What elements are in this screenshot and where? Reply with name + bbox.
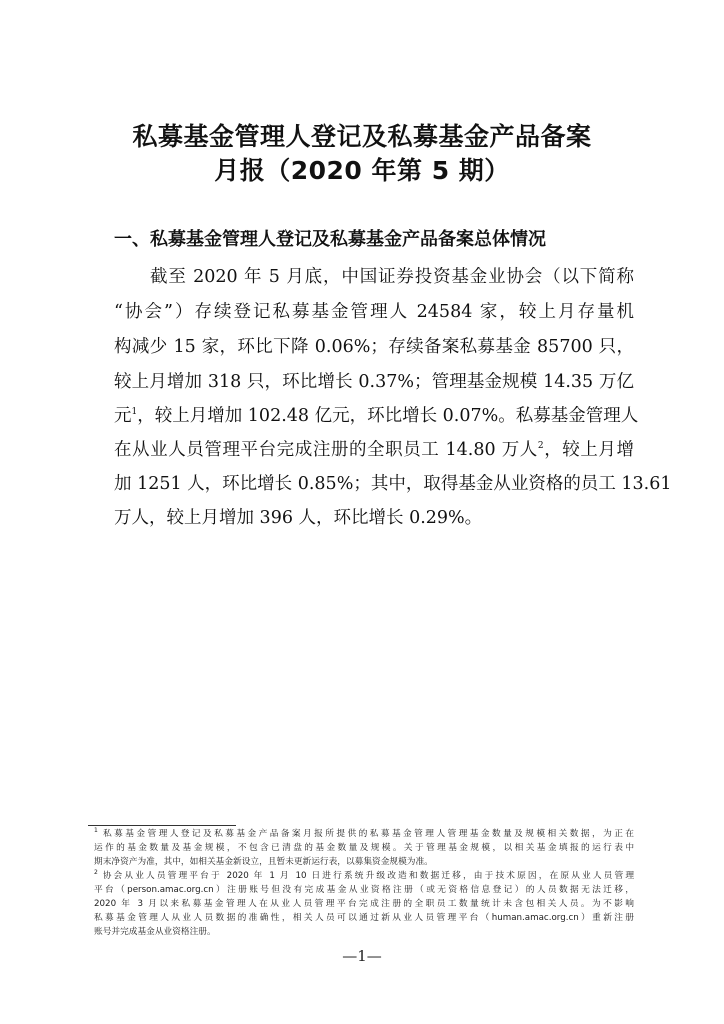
footnote-line: 2020 年 3 月以来私募基金管理人在从业人员管理平台完成注册的全职员工数量统计未含包相关人员。为不影响 bbox=[94, 899, 634, 909]
paragraph-text: ，较上月增 bbox=[543, 440, 635, 460]
paragraph-line: 截至 2020 年 5 月底，中国证券投资基金业协会（以下简称 bbox=[150, 267, 634, 287]
footnote-line: 平台（person.amac.org.cn）注册账号但没有完成基金从业资格注册（或无资格信息登记）的人员数据无法迁移， bbox=[94, 885, 634, 895]
paragraph-line bbox=[114, 401, 639, 431]
section-heading: 一、私募基金管理人登记及私募基金产品备案总体情况 bbox=[114, 229, 546, 250]
footnote-divider bbox=[88, 825, 236, 826]
paragraph-line: 万人，较上月增加 396 人，环比增长 0.29%。 bbox=[114, 508, 483, 528]
paragraph-line bbox=[114, 435, 634, 465]
paragraph-text: 在从业人员管理平台完成注册的全职员工 14.80 万人 bbox=[114, 440, 538, 460]
footnote-marker: 2 bbox=[94, 869, 98, 877]
footnote-text: 协会从业人员管理平台于 2020 年 1 月 10 日进行系统升级改造和数据迁移，由于技术原因，在原从业人员管理 bbox=[102, 871, 635, 881]
footnote-text: 私募基金管理人登记及私募基金产品备案月报所提供的私募基金管理人管理基金数量及规模相关数据，为正在 bbox=[103, 829, 634, 839]
footnote-line: 期末净资产为准，其中，如相关基金新设立，且暂未更新运行表，以募集资金规模为准。 bbox=[94, 857, 433, 867]
footnote-ref: 1 bbox=[131, 407, 138, 418]
paragraph-text: 元 bbox=[114, 406, 132, 426]
footnote-line bbox=[94, 827, 634, 841]
paragraph-text: ，较上月增加 102.48 亿元，环比增长 0.07%。私募基金管理人 bbox=[137, 406, 639, 426]
footnote-line: 账号并完成基金从业资格注册。 bbox=[94, 927, 216, 937]
paragraph-line: 较上月增加 318 只，环比增长 0.37%；管理基金规模 14.35 万亿 bbox=[114, 372, 634, 392]
paragraph-line: “协会”）存续登记私募基金管理人 24584 家，较上月存量机 bbox=[114, 302, 634, 322]
document-title-line1: 私募基金管理人登记及私募基金产品备案 bbox=[132, 122, 592, 151]
page-number: —1— bbox=[342, 947, 382, 965]
footnote-marker: 1 bbox=[94, 827, 98, 835]
paragraph-line: 加 1251 人，环比增长 0.85%；其中，取得基金从业资格的员工 13.61 bbox=[114, 474, 672, 494]
footnote-line: 私募基金管理人从业人员数据的准确性，相关人员可以通过新从业人员管理平台（human.amac.org.cn）重新注册 bbox=[94, 913, 634, 923]
footnote-line: 运作的基金数量及基金规模，不包含已清盘的基金数量及规模。关于管理基金规模，以相关基金填报的运行表中 bbox=[94, 843, 634, 853]
footnote-line bbox=[94, 869, 634, 883]
paragraph-line: 构减少 15 家，环比下降 0.06%；存续备案私募基金 85700 只， bbox=[114, 337, 634, 357]
footnote-ref: 2 bbox=[537, 441, 544, 452]
document-title-line2: 月报（2020 年第 5 期） bbox=[214, 156, 510, 185]
